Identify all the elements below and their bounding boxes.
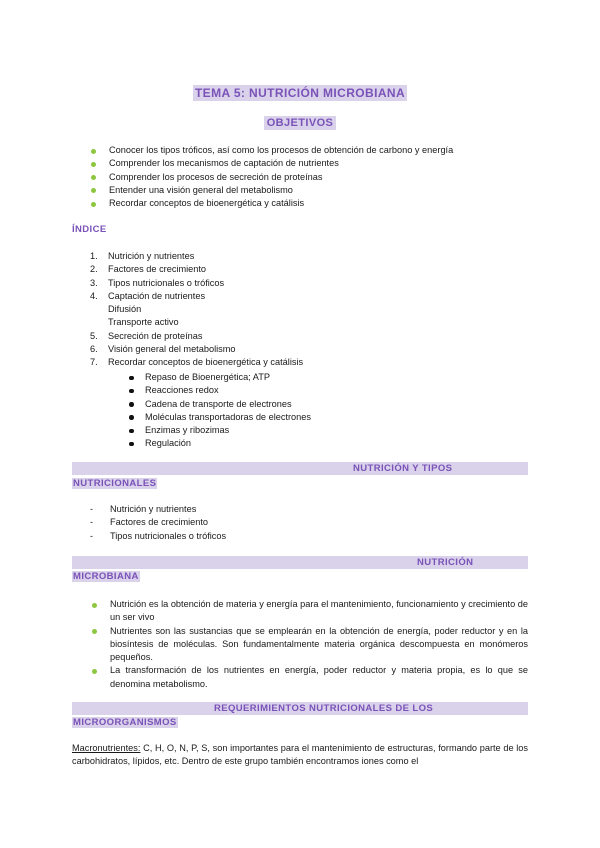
list-item: - Factores de crecimiento — [110, 516, 510, 529]
list-item: Enzimas y ribozimas — [145, 424, 525, 437]
objectives-heading: OBJETIVOS — [0, 117, 600, 129]
index-item: 5. Secreción de proteínas — [90, 330, 203, 341]
list-item: Comprender los mecanismos de captación de nutrientes — [109, 157, 529, 170]
section-heading-cont: NUTRICIONALES — [73, 478, 157, 489]
list-item: La transformación de los nutrientes en energía, poder reductor y materia propia, es lo que se denomina metabolismo. — [110, 664, 528, 691]
section-heading-cont: MICROORGANISMOS — [73, 717, 177, 728]
list-item: Nutrientes son las sustancias que se emplearán en la obtención de energía, poder reductor y en la biosíntesis de moléculas. Son fundamentalmente materia orgánica descompuesta en monómeros pequeños. — [110, 625, 528, 665]
macronutrients-paragraph: Macronutrientes: C, H, O, N, P, S, son importantes para el mantenimiento de estructuras, formando parte de los carbohidratos, lípidos, etc. Dentro de este grupo también encontramos iones como el — [72, 743, 528, 767]
list-item: - Tipos nutricionales o tróficos — [110, 530, 510, 543]
section-heading: REQUERIMIENTOS NUTRICIONALES DE LOS — [214, 703, 434, 714]
list-item: Regulación — [145, 437, 525, 450]
list-item: Reacciones redox — [145, 384, 525, 397]
objectives-list — [109, 144, 529, 210]
list-item: - Nutrición y nutrientes — [110, 503, 510, 516]
list-item: Recordar conceptos de bioenergética y catálisis — [109, 197, 529, 210]
list-item: Cadena de transporte de electrones — [145, 398, 525, 411]
section-heading-cont: MICROBIANA — [73, 571, 139, 582]
section2-list — [110, 598, 528, 691]
list-item: Comprender los procesos de secreción de proteínas — [109, 171, 529, 184]
index-item: 6. Visión general del metabolismo — [90, 344, 236, 355]
section-heading: NUTRICIÓN — [417, 557, 474, 568]
document-title: TEMA 5: NUTRICIÓN MICROBIANA — [194, 86, 406, 100]
index-list — [90, 250, 304, 370]
index-subitem: Difusión — [108, 304, 142, 315]
index-subitem: Transporte activo — [108, 317, 179, 328]
index-item: 1. Nutrición y nutrientes — [90, 251, 195, 261]
index-item: 2. Factores de crecimiento — [90, 264, 207, 275]
section-heading: NUTRICIÓN Y TIPOS — [353, 463, 453, 474]
list-item: Nutrición es la obtención de materia y energía para el mantenimiento, funcionamiento y crecimiento de un ser vivo — [110, 598, 528, 625]
section1-list — [110, 503, 510, 543]
index-sub7-list — [145, 371, 525, 451]
index-item: 4. Captación de nutrientes — [90, 290, 206, 301]
list-item: Conocer los tipos tróficos, así como los procesos de obtención de carbono y energía — [109, 144, 529, 157]
index-heading: ÍNDICE — [72, 224, 107, 235]
list-item: Repaso de Bioenergética; ATP — [145, 371, 525, 384]
list-item: Entender una visión general del metabolismo — [109, 184, 529, 197]
section-band — [72, 462, 528, 475]
index-item: 7. Recordar conceptos de bioenergética y catálisis — [90, 357, 304, 368]
index-item: 3. Tipos nutricionales o tróficos — [90, 277, 225, 288]
list-item: Moléculas transportadoras de electrones — [145, 411, 525, 424]
